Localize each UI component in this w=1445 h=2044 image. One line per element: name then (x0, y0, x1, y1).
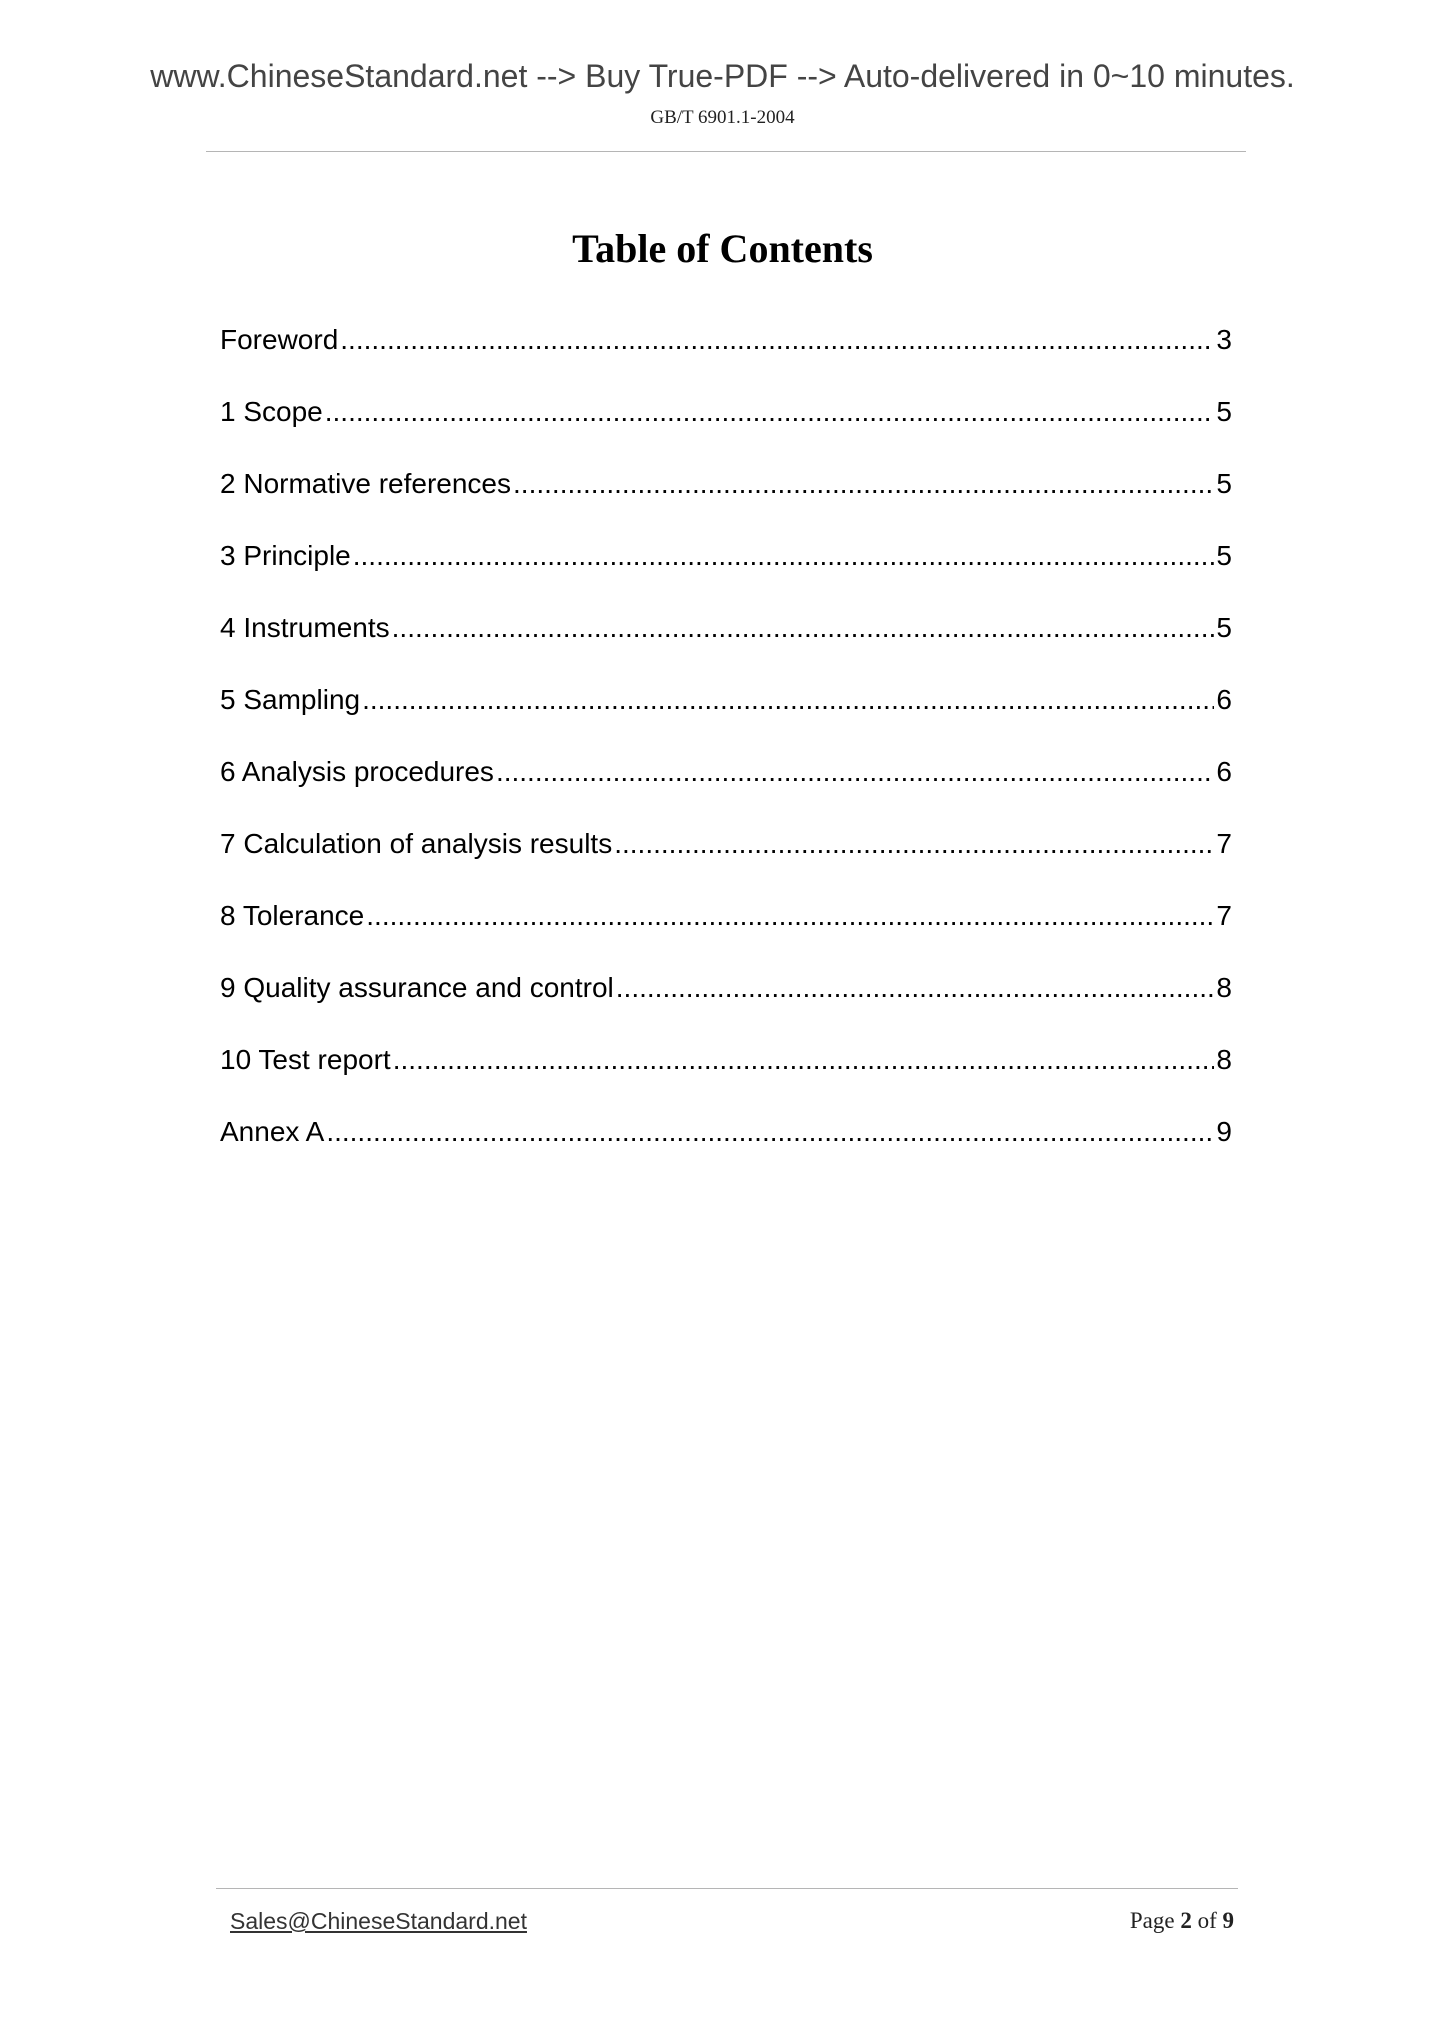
header-banner[interactable]: www.ChineseStandard.net --> Buy True-PDF --> Auto-delivered in 0~10 minutes. (150, 58, 1295, 94)
toc-entry-annex-a[interactable] (220, 1110, 1232, 1182)
toc-entry-calculation[interactable] (220, 822, 1232, 894)
current-page: 2 (1180, 1908, 1192, 1933)
toc-entry-sampling[interactable] (220, 678, 1232, 750)
toc-entry-page: 9 (1216, 1116, 1232, 1147)
toc-entry-page: 3 (1216, 324, 1232, 355)
toc-leader-dots (616, 966, 1215, 1010)
toc-entry-label: 9 Quality assurance and control (220, 972, 614, 1003)
toc-leader-dots (393, 1038, 1215, 1082)
toc-entry-label: Foreword (220, 324, 339, 355)
toc-entry-label: 7 Calculation of analysis results (220, 828, 613, 859)
toc-entry-quality-assurance[interactable] (220, 966, 1232, 1038)
toc-entry-label: 2 Normative references (220, 468, 512, 499)
toc-entry-scope[interactable] (220, 390, 1232, 462)
toc-leader-dots (513, 462, 1214, 506)
toc-entry-foreword[interactable] (220, 318, 1232, 390)
toc-entry-page: 5 (1216, 612, 1232, 643)
toc-entry-page: 6 (1216, 756, 1232, 787)
toc-entry-label: 10 Test report (220, 1044, 391, 1075)
toc-entry-label: Annex A (220, 1116, 325, 1147)
page-prefix: Page (1129, 1908, 1175, 1933)
toc-entry-label: 6 Analysis procedures (220, 756, 494, 787)
toc-leader-dots (614, 822, 1214, 866)
toc-entry-page: 7 (1216, 900, 1232, 931)
toc-leader-dots (392, 606, 1215, 650)
toc-entry-tolerance[interactable] (220, 894, 1232, 966)
toc-entry-page: 8 (1216, 1044, 1232, 1075)
toc-entry-principle[interactable] (220, 534, 1232, 606)
toc-entry-page: 8 (1216, 972, 1232, 1003)
toc-entry-analysis-procedures[interactable] (220, 750, 1232, 822)
toc-entry-label: 5 Sampling (220, 684, 361, 715)
toc-entry-label: 8 Tolerance (220, 900, 365, 931)
toc-entry-page: 6 (1216, 684, 1232, 715)
toc-leader-dots (353, 534, 1215, 578)
toc-leader-dots (366, 894, 1214, 938)
table-of-contents (220, 318, 1232, 1182)
toc-entry-page: 5 (1216, 540, 1232, 571)
toc-entry-label: 4 Instruments (220, 612, 390, 643)
toc-entry-normative-references[interactable] (220, 462, 1232, 534)
footer-email-link[interactable]: Sales@ChineseStandard.net (230, 1908, 527, 1934)
toc-entry-label: 3 Principle (220, 540, 351, 571)
standard-code: GB/T 6901.1-2004 (650, 107, 795, 128)
footer-divider (216, 1888, 1238, 1889)
toc-leader-dots (340, 318, 1214, 362)
toc-entry-page: 5 (1216, 396, 1232, 427)
toc-leader-dots (362, 678, 1214, 722)
page-title: Table of Contents (572, 225, 873, 271)
toc-leader-dots (496, 750, 1214, 794)
footer-page-number (1130, 1906, 1234, 1936)
toc-entry-test-report[interactable] (220, 1038, 1232, 1110)
toc-entry-label: 1 Scope (220, 396, 323, 427)
page-separator: of (1197, 1908, 1217, 1933)
toc-entry-instruments[interactable] (220, 606, 1232, 678)
header-divider (206, 151, 1246, 152)
toc-entry-page: 7 (1216, 828, 1232, 859)
toc-leader-dots (325, 390, 1215, 434)
toc-entry-page: 5 (1216, 468, 1232, 499)
toc-leader-dots (326, 1110, 1214, 1154)
total-pages: 9 (1222, 1908, 1234, 1933)
